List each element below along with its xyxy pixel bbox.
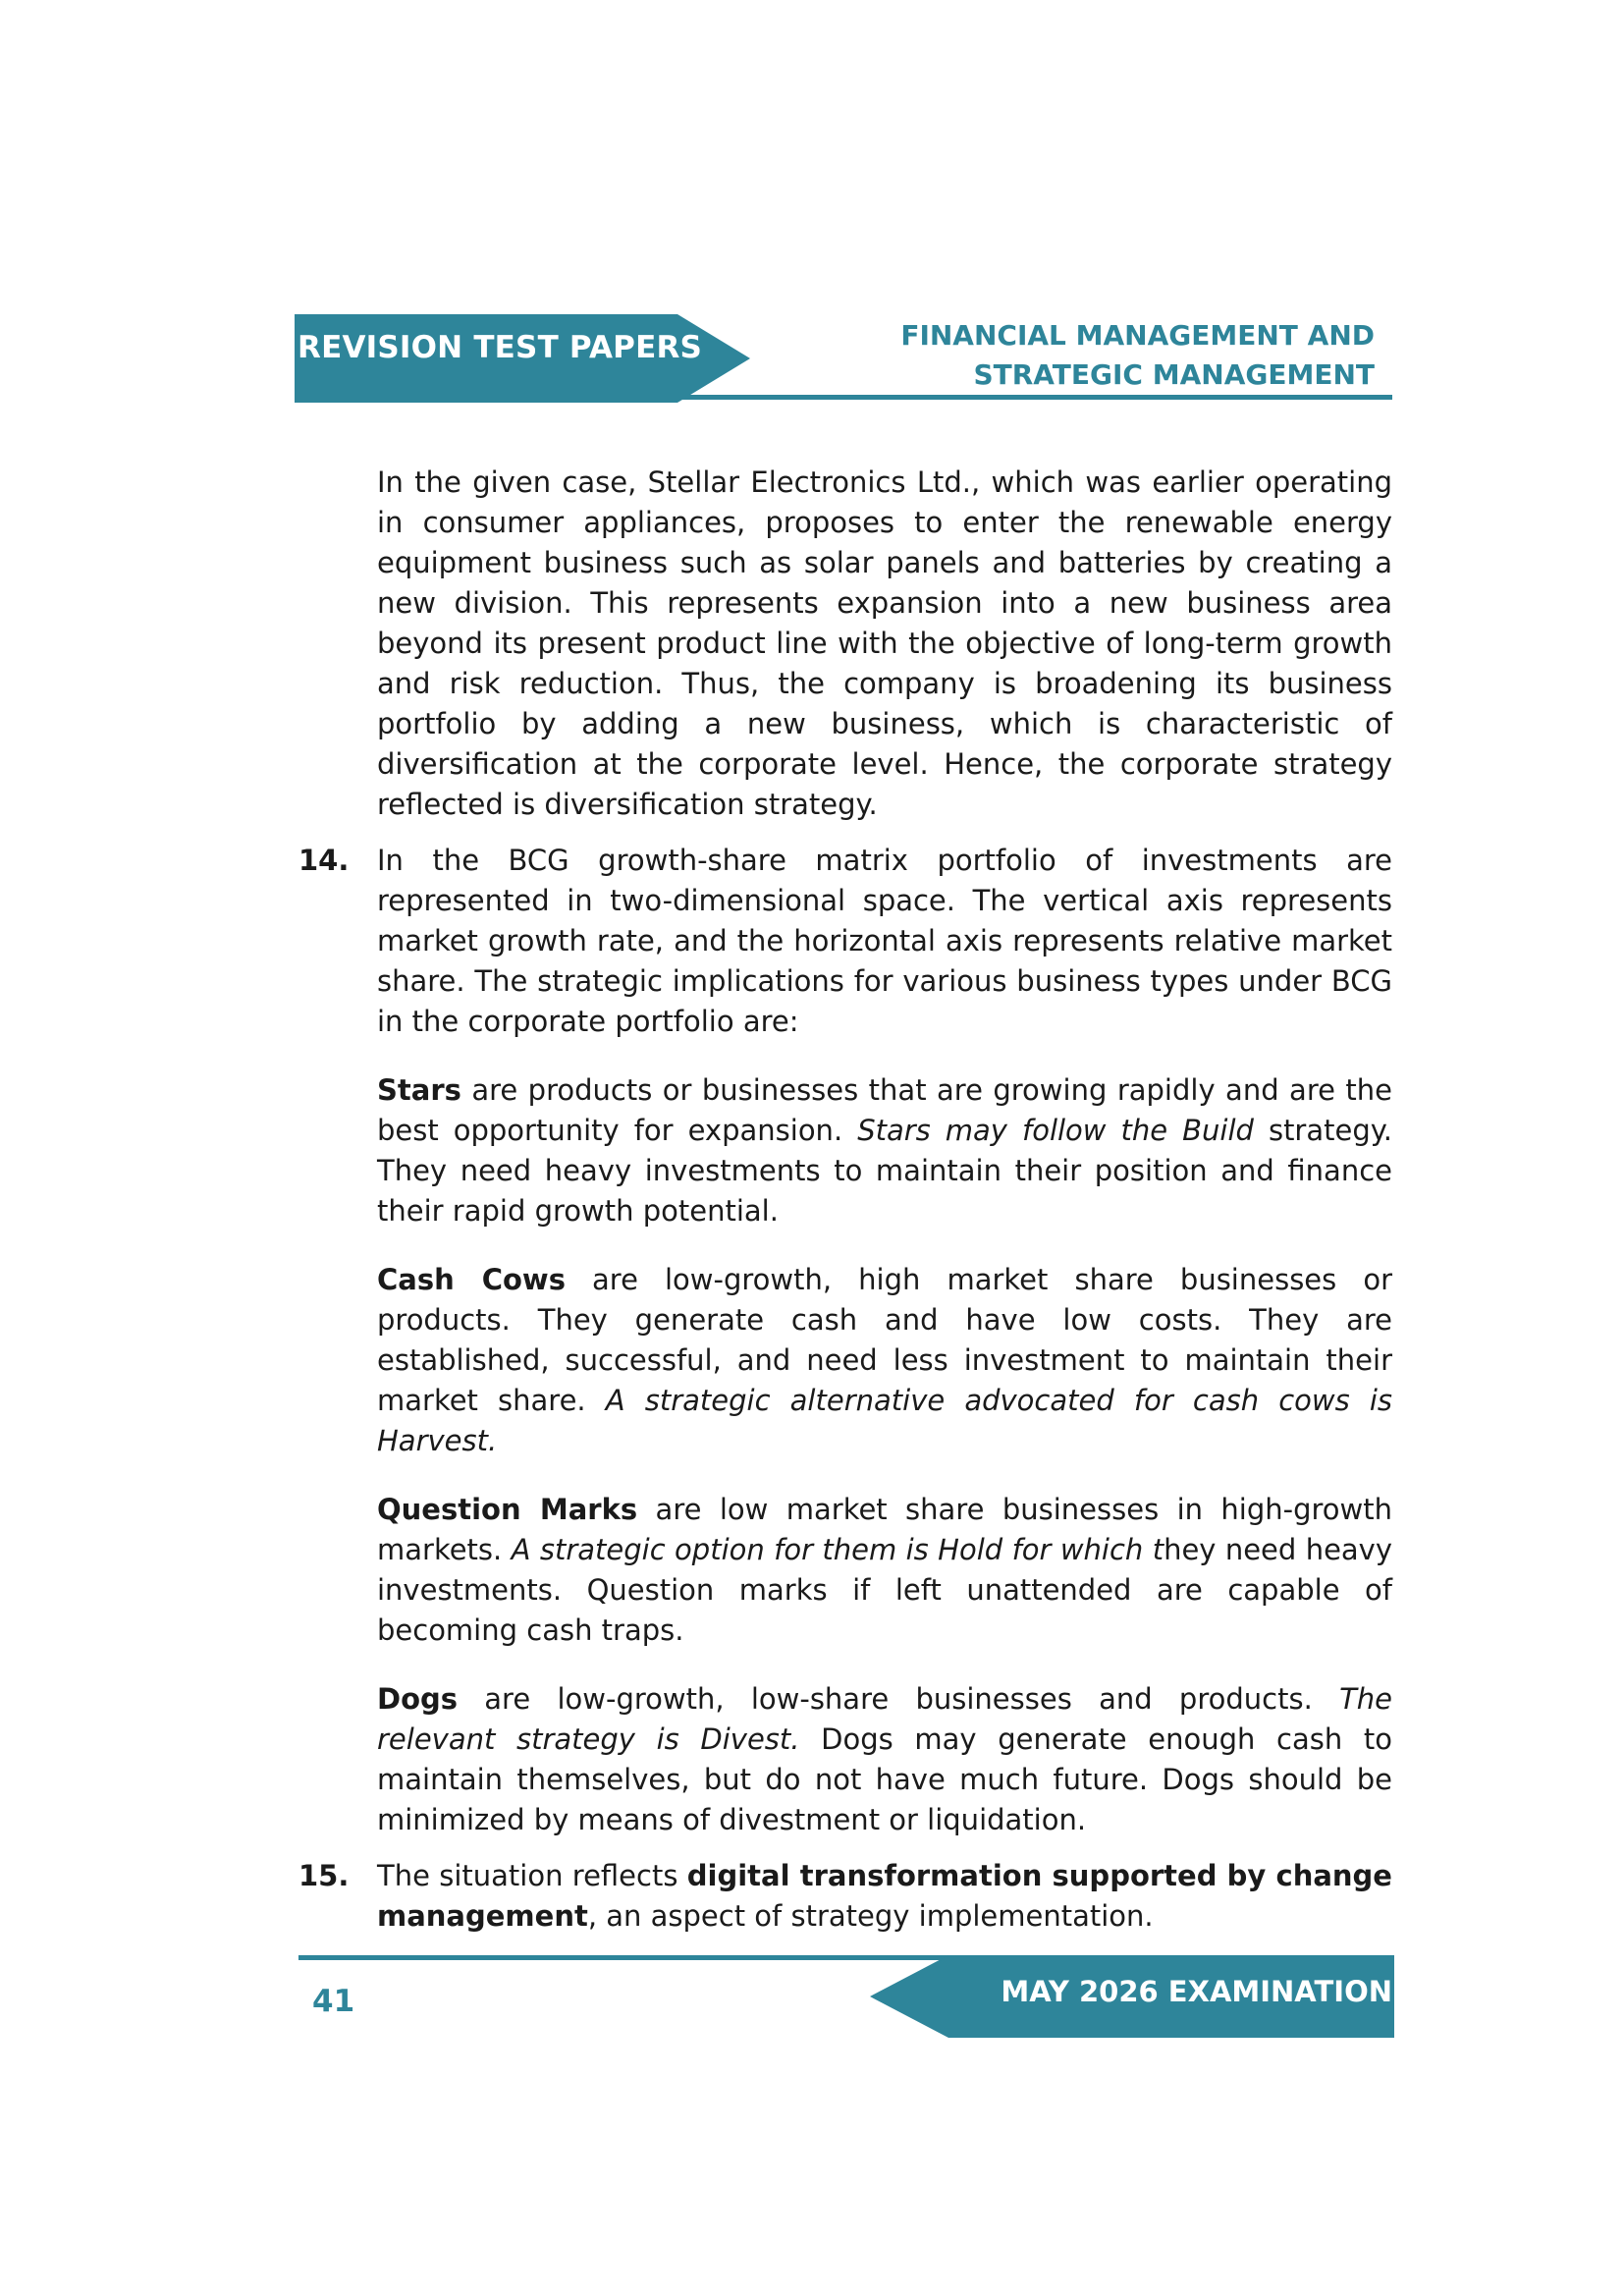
question-15-answer: [298, 1856, 1392, 1937]
footer-rule: [298, 1955, 960, 1960]
dogs-text-2: Dogs may generate enough cash to maintain themselves, but do not have much future. Dogs should be minimized by means of divestment or liquidation.: [377, 1722, 1392, 1836]
question-14-answer: [298, 841, 1392, 1042]
dogs-italic: The relevant strategy is Divest.: [377, 1682, 1392, 1756]
question-marks-italic: A strategic option for them is Hold for which t: [511, 1533, 1164, 1566]
question-15-text-2: , an aspect of strategy implementation.: [587, 1899, 1154, 1933]
question-marks-text-2: hey need heavy investments. Question marks if left unattended are capable of becoming cash traps.: [377, 1533, 1393, 1647]
intro-paragraph: In the given case, Stellar Electronics Ltd., which was earlier operating in consumer appliances, proposes to enter the renewable energy equipment business such as solar panels and batteries by creating a new division. This represents expansion into a new business area beyond its present product line with the objective of long-term growth and risk reduction. Thus, the company is broadening its business portfolio by adding a new business, which is characteristic of diversification at the corporate level. Hence, the corporate strategy reflected is diversification strategy.: [377, 465, 1392, 821]
question-14-text: In the BCG growth-share matrix portfolio of investments are represented in two-dimensional space. The vertical axis represents market growth rate, and the horizontal axis represents relative market share. The strategic implications for various business types under BCG in the corporate portfolio are:: [377, 844, 1392, 1038]
page-content: [0, 434, 1624, 1952]
question-marks-text-1: are low market share businesses in high-growth markets.: [377, 1493, 1392, 1566]
stars-text-1: are products or businesses that are growing rapidly and are the best opportunity for expansion.: [377, 1073, 1392, 1147]
question-number: 15.: [298, 1859, 350, 1892]
dogs-paragraph: [377, 1679, 1392, 1840]
header-banner-label: REVISION TEST PAPERS: [298, 330, 703, 365]
cash-cows-paragraph: [377, 1260, 1392, 1461]
footer-exam-label: MAY 2026 EXAMINATION: [1001, 1975, 1392, 2008]
question-15-bold: digital transformation supported by change management: [377, 1859, 1392, 1933]
stars-term: Stars: [377, 1073, 461, 1107]
cash-cows-italic: A strategic alternative advocated for cash cows is Harvest.: [377, 1384, 1392, 1457]
header-rule: [672, 395, 1392, 400]
question-15-text-1: The situation reflects: [377, 1859, 687, 1892]
header-subject: [900, 316, 1375, 395]
stars-italic: Stars may follow the Build: [857, 1114, 1254, 1147]
stars-text-2: strategy. They need heavy investments to maintain their position and finance their rapid growth potential.: [377, 1114, 1392, 1228]
dogs-term: Dogs: [377, 1682, 459, 1716]
header-subject-line1: FINANCIAL MANAGEMENT AND: [900, 319, 1375, 352]
question-number: 14.: [298, 844, 350, 877]
page-number: 41: [312, 1984, 355, 2019]
question-marks-paragraph: [377, 1490, 1392, 1651]
cash-cows-text-1: are low-growth, high market share businesses or products. They generate cash and have low costs. They are established, successful, and need less investment to maintain their market share.: [377, 1263, 1392, 1417]
header-subject-line2: STRATEGIC MANAGEMENT: [973, 358, 1375, 391]
dogs-text-1: are low-growth, low-share businesses and products.: [458, 1682, 1340, 1716]
stars-paragraph: [377, 1070, 1392, 1231]
cash-cows-term: Cash Cows: [377, 1263, 566, 1296]
question-marks-term: Question Marks: [377, 1493, 638, 1526]
